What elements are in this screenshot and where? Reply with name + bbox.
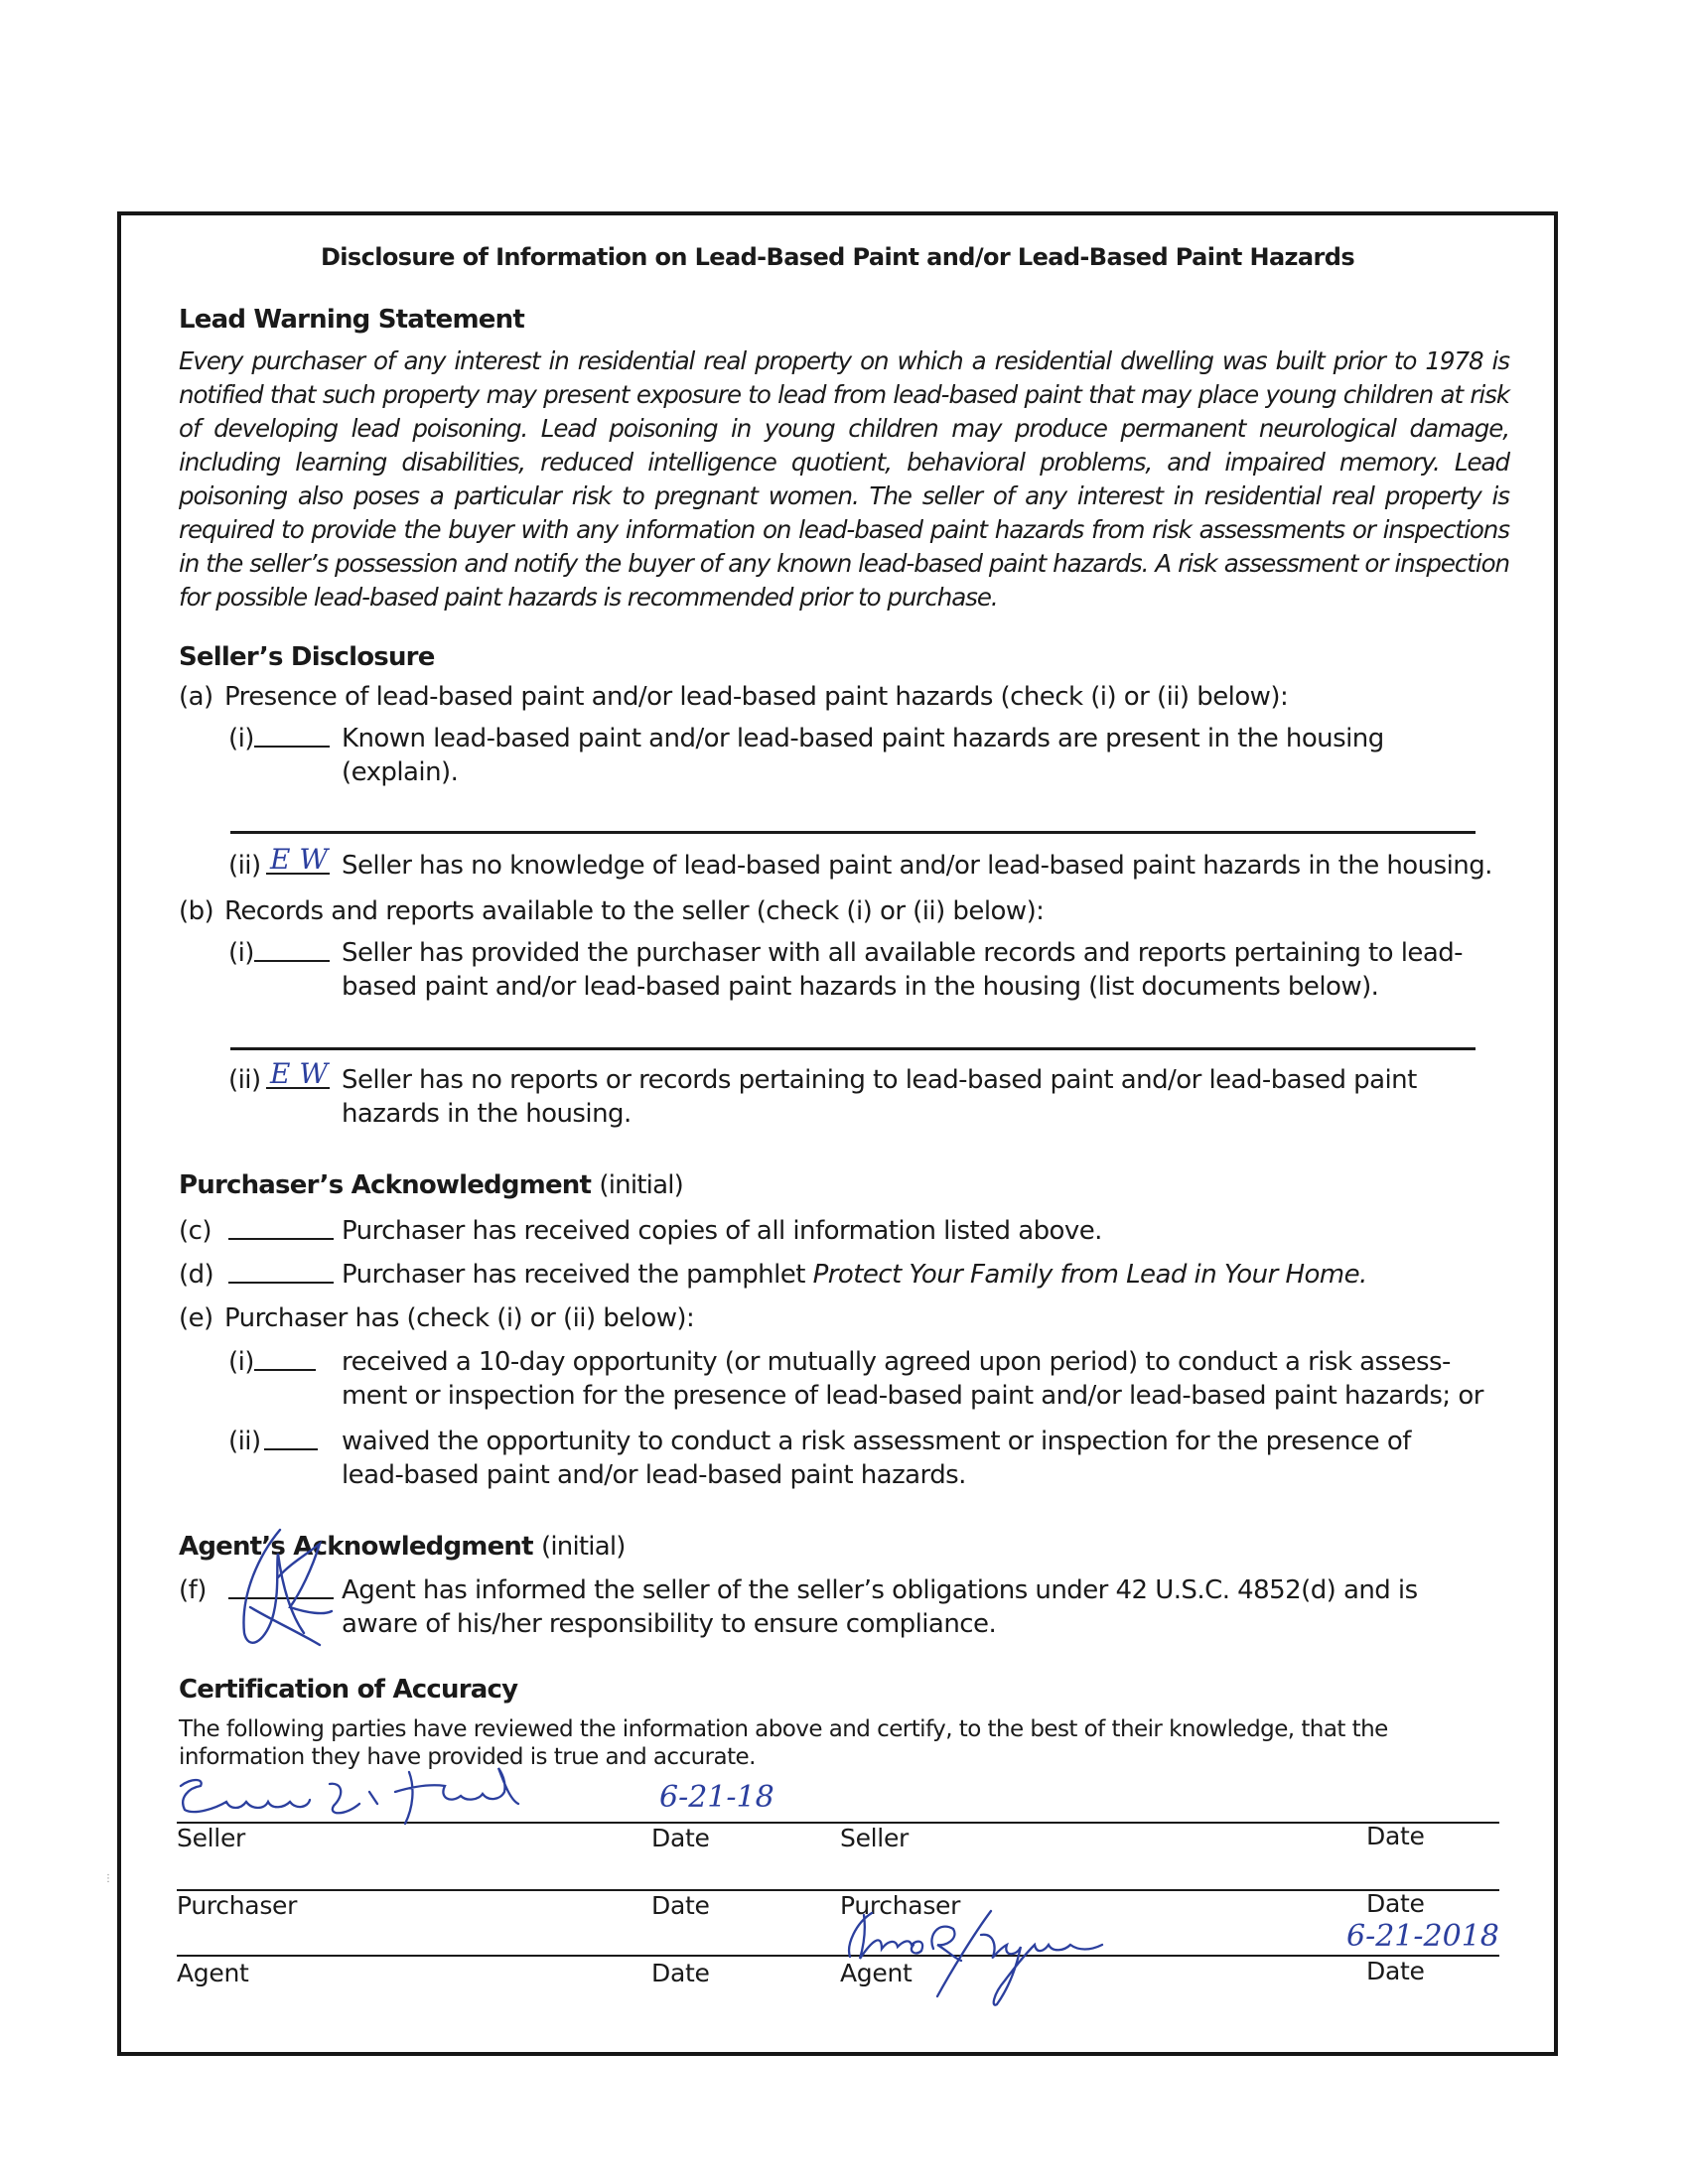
item-d-marker: (d): [179, 1260, 214, 1290]
item-f-text-2: aware of his/her responsibility to ensure compliance.: [342, 1609, 997, 1639]
lead-warning-text: [179, 344, 1509, 614]
warning-line: Every purchaser of any interest in residential real property on which a residential dwelling was built prior to 1978 is: [179, 346, 1509, 375]
item-a-i-initials-field[interactable]: [254, 726, 330, 748]
item-a-i-marker: (i): [228, 724, 254, 753]
certification-text: The following parties have reviewed the information above and certify, to the best of their knowledge, that the: [179, 1716, 1388, 1742]
item-b-i-text: Seller has provided the purchaser with all available records and reports pertaining to lead-: [342, 938, 1464, 968]
item-a-ii-initials: E W: [270, 843, 329, 876]
item-b-ii-text-2: hazards in the housing.: [342, 1099, 632, 1129]
item-b-ii-marker: (ii): [228, 1065, 261, 1095]
item-a-ii-marker: (ii): [228, 851, 261, 881]
item-c-initials-field[interactable]: [228, 1218, 334, 1240]
warning-line: notified that such property may present exposure to lead from lead-based paint that may place young children at risk: [179, 380, 1509, 409]
item-b-marker: (b): [179, 896, 214, 926]
disclosure-form-frame: [117, 211, 1558, 2056]
item-e-i-initials-field[interactable]: [254, 1349, 316, 1371]
document-title: Disclosure of Information on Lead-Based Paint and/or Lead-Based Paint Hazards: [320, 243, 1355, 271]
item-b-ii-text: Seller has no reports or records pertaining to lead-based paint and/or lead-based paint: [342, 1065, 1417, 1095]
purchaser-2-label: Purchaser: [840, 1891, 961, 1920]
agent-1-signature-line[interactable]: [177, 1955, 894, 1957]
item-c-text: Purchaser has received copies of all information listed above.: [342, 1216, 1102, 1246]
item-a-i-text-2: (explain).: [342, 757, 459, 787]
item-a-i-text: Known lead-based paint and/or lead-based paint hazards are present in the housing: [342, 724, 1384, 753]
agent-1-date-label: Date: [651, 1959, 710, 1987]
sellers-disclosure-heading: Seller’s Disclosure: [179, 642, 435, 672]
warning-line: for possible lead-based paint hazards is recommended prior to purchase.: [179, 583, 998, 612]
scan-speck: ⋮: [103, 1873, 113, 1884]
warning-line: of developing lead poisoning. Lead poisoning in young children may produce permanent neurological damage,: [179, 414, 1509, 443]
item-e-ii-initials-field[interactable]: [264, 1429, 318, 1450]
item-a-marker: (a): [179, 682, 213, 712]
purchasers-acknowledgment-heading: Purchaser’s Acknowledgment (initial): [179, 1170, 683, 1200]
item-c-marker: (c): [179, 1216, 211, 1246]
seller-1-label: Seller: [177, 1824, 246, 1852]
agent-2-date-label: Date: [1366, 1957, 1425, 1985]
item-e-ii-text: waived the opportunity to conduct a risk assessment or inspection for the presence of: [342, 1427, 1411, 1456]
agent-1-label: Agent: [177, 1959, 249, 1987]
item-e-text: Purchaser has (check (i) or (ii) below):: [224, 1303, 695, 1333]
item-b-i-initials-field[interactable]: [254, 940, 330, 962]
warning-line: poisoning also poses a particular risk to pregnant women. The seller of any interest in residential real property is: [179, 481, 1509, 510]
agents-acknowledgment-heading: Agent’s Acknowledgment (initial): [179, 1532, 626, 1562]
item-a-ii-text: Seller has no knowledge of lead-based paint and/or lead-based paint hazards in the housing.: [342, 851, 1492, 881]
item-a-text: Presence of lead-based paint and/or lead-based paint hazards (check (i) or (ii) below):: [224, 682, 1289, 712]
item-e-marker: (e): [179, 1303, 213, 1333]
item-b-i-marker: (i): [228, 938, 254, 968]
pamphlet-title: Protect Your Family from Lead in Your Home.: [812, 1260, 1367, 1290]
item-a-explain-line[interactable]: [230, 831, 1476, 834]
agent-2-date-value: 6-21-2018: [1346, 1919, 1499, 1954]
item-f-text: Agent has informed the seller of the seller’s obligations under 42 U.S.C. 4852(d) and is: [342, 1575, 1418, 1605]
item-b-documents-line[interactable]: [230, 1047, 1476, 1050]
item-d-text: Purchaser has received the pamphlet Protect Your Family from Lead in Your Home.: [342, 1260, 1367, 1290]
purchaser-1-label: Purchaser: [177, 1891, 298, 1920]
seller-2-date-label: Date: [1366, 1822, 1425, 1850]
seller-1-date-value: 6-21-18: [659, 1780, 774, 1815]
item-e-i-text: received a 10-day opportunity (or mutually agreed upon period) to conduct a risk assess-: [342, 1347, 1451, 1377]
warning-line: required to provide the buyer with any information on lead-based paint hazards from risk assessments or inspections: [179, 515, 1509, 544]
agent-2-label: Agent: [840, 1959, 913, 1987]
item-b-text: Records and reports available to the seller (check (i) or (ii) below):: [224, 896, 1045, 926]
agent-initials-signature-icon: [220, 1524, 350, 1663]
seller-1-date-label: Date: [651, 1824, 710, 1852]
purchaser-1-date-label: Date: [651, 1891, 710, 1920]
purchaser-2-date-label: Date: [1366, 1889, 1425, 1918]
item-e-i-text-2: ment or inspection for the presence of lead-based paint and/or lead-based paint hazards; or: [342, 1381, 1483, 1411]
warning-line: in the seller’s possession and notify the buyer of any known lead-based paint hazards. A risk assessment or inspection: [179, 549, 1509, 578]
certification-heading: Certification of Accuracy: [179, 1675, 518, 1705]
warning-line: including learning disabilities, reduced intelligence quotient, behavioral problems, and impaired memory. Lead: [179, 448, 1509, 477]
lead-warning-heading: Lead Warning Statement: [179, 305, 524, 335]
item-e-ii-marker: (ii): [228, 1427, 261, 1456]
item-b-ii-initials: E W: [270, 1057, 329, 1090]
seller-2-label: Seller: [840, 1824, 910, 1852]
item-d-initials-field[interactable]: [228, 1262, 334, 1284]
item-f-marker: (f): [179, 1575, 207, 1605]
seller-1-signature-icon: [171, 1764, 727, 1830]
item-e-i-marker: (i): [228, 1347, 254, 1377]
item-e-ii-text-2: lead-based paint and/or lead-based paint hazards.: [342, 1460, 966, 1490]
certification-text-2: information they have provided is true and accurate.: [179, 1744, 756, 1770]
item-b-i-text-2: based paint and/or lead-based paint hazards in the housing (list documents below).: [342, 972, 1379, 1002]
